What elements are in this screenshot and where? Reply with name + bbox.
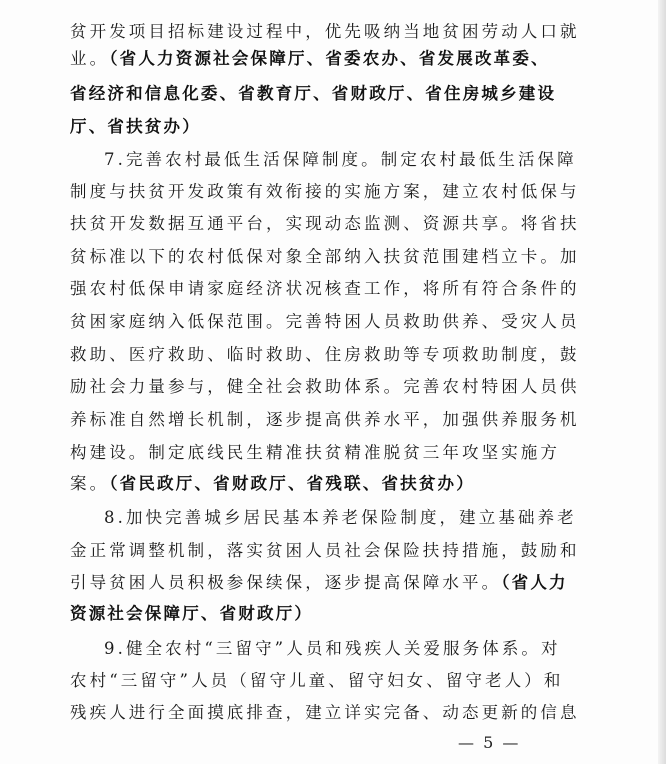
item-heading: 9.健全农村“三留守”人员和残疾人关爱服务体系。对 xyxy=(104,639,561,658)
responsible-departments: （省民政厅、省财政厅、省残联、省扶贫办） xyxy=(109,474,475,493)
text-line: 残疾人进行全面摸底排查，建立详实完备、动态更新的信息 xyxy=(70,703,580,722)
responsible-departments: （省人力 xyxy=(501,573,568,592)
text-line xyxy=(70,571,568,595)
item-heading: 8.加快完善城乡居民基本养老保险制度，建立基础养老 xyxy=(104,508,577,527)
text-line: 扶贫开发数据互通平台，实现动态监测、资源共享。将省扶 xyxy=(70,214,580,233)
text-line: 贫开发项目招标建设过程中，优先吸纳当地贫困劳动人口就 xyxy=(70,22,580,41)
item-heading: 7.完善农村最低生活保障制度。制定农村最低生活保障 xyxy=(104,150,577,169)
text-segment: 业。 xyxy=(70,49,110,68)
responsible-departments: 资源社会保障厅、省财政厅） xyxy=(70,604,314,623)
scan-edge-shadow xyxy=(658,0,666,764)
text-segment: 引导贫困人员积极参保续保，逐步提高保障水平。 xyxy=(70,573,502,592)
text-line: 贫困家庭纳入低保范围。完善特困人员救助供养、受灾人员 xyxy=(70,312,580,331)
text-line xyxy=(70,47,550,71)
text-line xyxy=(70,472,475,496)
responsible-departments: 厅、省扶贫办） xyxy=(70,117,201,136)
text-segment: 案。 xyxy=(70,474,110,493)
text-line: 贫标准以下的农村低保对象全部纳入扶贫范围建档立卡。加 xyxy=(70,247,580,266)
text-line: 养标准自然增长机制，逐步提高供养水平，加强供养服务机 xyxy=(70,410,580,429)
text-line: 励社会力量参与，健全社会救助体系。完善农村特困人员供 xyxy=(70,377,580,396)
page-number: — 5 — xyxy=(458,733,521,752)
responsible-departments: 省经济和信息化委、省教育厅、省财政厅、省住房城乡建设 xyxy=(70,84,557,103)
text-line: 构建设。制定底线民生精准扶贫精准脱贫三年攻坚实施方 xyxy=(70,443,560,462)
responsible-departments: （省人力资源社会保障厅、省委农办、省发展改革委、 xyxy=(109,49,550,68)
text-line: 金正常调整机制，落实贫困人员社会保险扶持措施，鼓励和 xyxy=(70,541,580,560)
text-line: 制度与扶贫开发政策有效衔接的实施方案，建立农村低保与 xyxy=(70,182,580,201)
text-line: 强农村低保申请家庭经济状况核查工作，将所有符合条件的 xyxy=(70,279,580,298)
text-line: 救助、医疗救助、临时救助、住房救助等专项救助制度，鼓 xyxy=(70,345,580,364)
text-line: 农村“三留守”人员（留守儿童、留守妇女、留守老人）和 xyxy=(70,671,564,690)
